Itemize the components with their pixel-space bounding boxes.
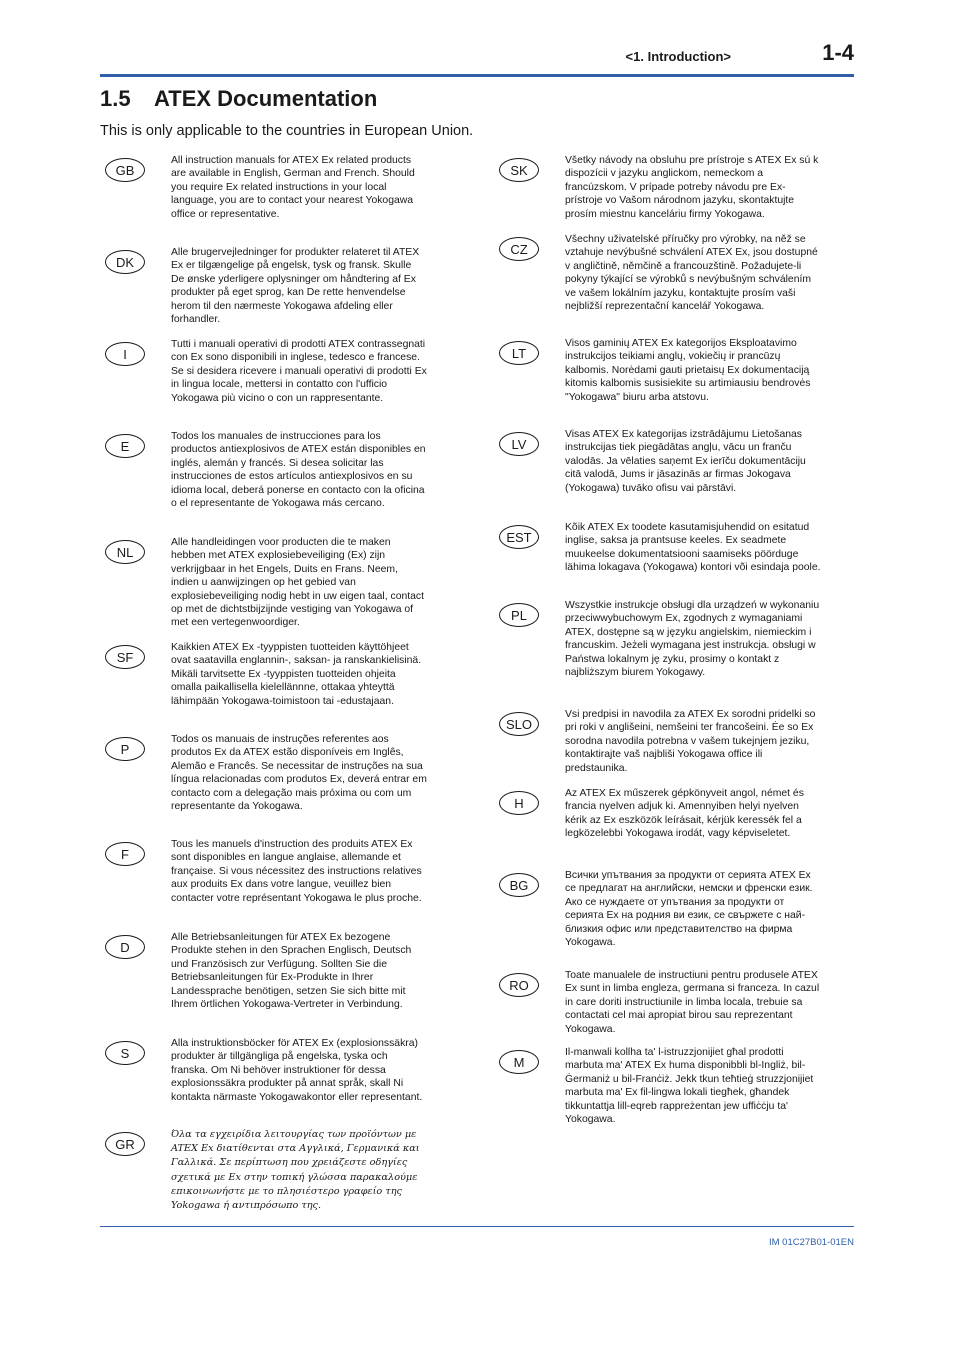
entry-text: Kõik ATEX Ex toodete kasutamisjuhendid on esitatud inglise, saksa ja prantsuse keeles. Ex seadmete muukeelse dokumentatsiooni saamiseks pöörduge lähima lokagava (Yokogawa) kontori või esindaja poole. <box>565 522 821 574</box>
language-badge: F <box>105 842 145 866</box>
section-title-text: ATEX Documentation <box>154 86 378 111</box>
footer-rule <box>100 1226 854 1227</box>
entry-text: Kaikkien ATEX Ex -tyyppisten tuotteiden käyttöhjeet ovat saatavilla englannin-, saksan- ja ranskankielisinä. Mikäli tarvitsette Ex -tyyppisten tuotteiden ohjeita omalla paikallisella kielellännne, ottakaa yhteyttä lähimpään Yokogawa-toimistoon tai -edustajaan. <box>171 642 422 707</box>
entry-text: Всички упътвания за продукти от серията ATEX Ex се предлагат на английски, немски и френски език. Ако се нуждаете от упътвания за продукти от серията Ex на родния ви език, се свържете с най-близкия офис или представителство на фирма Yokogawa. <box>565 870 813 949</box>
entry-text: Visas ATEX Ex kategorijas izstrādājumu Lietošanas instrukcijas tiek piegādātas angļu, vācu un franču valodās. Ja vēlaties saņemt Ex ierīču dokumentāciju citā valodā, Jums ir jāsazinās ar firmas Jokogava (Yokogawa) tuvāko ofisu vai pārstāvi. <box>565 429 806 494</box>
language-badge: P <box>105 737 145 761</box>
entry-text: Όλα τα εγχειρίδια λειτουργίας των προϊόντων με ATEX Ex διατίθενται στα Αγγλικά, Γερμανικά και Γαλλικά. Σε περίπτωση που χρειάζεστε οδηγίες σχετικά με Ex στην τοπική γλώσσα παρακαλούμε επικοινωνήστε με το πλησιέστερο γραφείο της Yokogawa ή αντιπρόσωπο της. <box>171 1129 420 1212</box>
section-title <box>100 86 377 112</box>
document-code: IM 01C27B01-01EN <box>768 1237 854 1248</box>
language-badge: PL <box>499 603 539 627</box>
entry-text: Wszystkie instrukcje obsługi dla urządzeń w wykonaniu przeciwwybuchowym Ex, zgodnych z wymaganiami ATEX, dostępne są w języku angielskim, niemieckim i francuskim. Jeżeli wymagana jest instrukcja. obsługi w Państwa lokalnym ję zyku, prosimy o kontakt z najbliższym biurem Yokogawy. <box>565 600 820 679</box>
entry-text: Všechny uživatelské příručky pro výrobky, na něž se vztahuje nevýbušné schválení ATEX Ex, jsou dostupné v angličtině, němčině a francouzštině. Požadujete-li pokyny týkající se výrobků s nevýbušným schválením ve vašem lokálním jazyku, kontaktujte prosím vaši nejbližší reprezentační kancelář Yokogawa. <box>565 234 818 313</box>
language-badge: RO <box>499 973 539 997</box>
entry-text: Alle brugervejledninger for produkter relateret til ATEX Ex er tilgængelige på engelsk, tysk og fransk. Skulle De ønske yderligere oplysninger om håndtering af Ex produkter på eget sprog, kan De rette henvendelse herom til den nærmeste Yokogawa afdeling eller forhandler. <box>171 247 420 326</box>
language-badge: D <box>105 935 145 959</box>
language-badge: LT <box>499 341 539 365</box>
language-badge: NL <box>105 540 145 564</box>
header-rule <box>100 74 854 77</box>
language-badge: CZ <box>499 237 539 261</box>
entry-text: Todos os manuais de instruções referentes aos produtos Ex da ATEX estão disponíveis em Inglês, Alemão e Francês. Se necessitar de instruções na sua língua relacionadas com produtos Ex, deverá entrar em contacto com a delegação mais próxima ou com um representante da Yokogawa. <box>171 734 427 813</box>
language-badge: BG <box>499 873 539 897</box>
language-badge: LV <box>499 432 539 456</box>
entry-text: Az ATEX Ex műszerek gépkönyveit angol, német és francia nyelven adjuk ki. Amennyiben helyi nyelven kérik az Ex eszközök leírásait, kérjük keressék fel a legközelebbi Yokogawa irodát, vagy képviseletet. <box>565 788 804 840</box>
header-chapter: <1. Introduction> <box>625 49 731 64</box>
page-number: 1-4 <box>822 40 854 65</box>
entry-text: All instruction manuals for ATEX Ex related products are available in English, German and French. Should you require Ex related instructions in your local language, you are to contact your nearest Yokogawa office or representative. <box>171 155 415 220</box>
language-badge: E <box>105 434 145 458</box>
entry-text: Todos los manuales de instrucciones para los productos antiexplosivos de ATEX están disponibles en inglés, alemán y francés. Si desea solicitar las instrucciones de estos artículos antiexplosivos en su idioma local, deberá ponerse en contacto con la oficina o el representante de Yokogawa más cercano. <box>171 431 426 510</box>
language-badge: SLO <box>499 712 539 736</box>
language-badge: SK <box>499 158 539 182</box>
entry-text: Tutti i manuali operativi di prodotti ATEX contrassegnati con Ex sono disponibili in inglese, tedesco e francese. Se si desidera ricevere i manuali operativi di prodotti Ex in lingua locale, mettersi in contatto con l'ufficio Yokogawa più vicino o con un rappresentante. <box>171 339 427 404</box>
entry-text: Všetky návody na obsluhu pre prístroje s ATEX Ex sú k dispozícii v jazyku anglickom, nemeckom a francúzskom. V prípade potreby návodu pre Ex-prístroje vo Vašom národnom jazyku, skontaktujte prosím miestnu kanceláriu firmy Yokogawa. <box>565 155 819 220</box>
language-badge: GR <box>105 1132 145 1156</box>
entry-text: Alle Betriebsanleitungen für ATEX Ex bezogene Produkte stehen in den Sprachen Englisch, Deutsch und Französisch zur Verfügung. Sollten Sie die Betriebsanleitungen für Ex-Produkte in Ihrer Landessprache benötigen, setzen Sie sich bitte mit Ihrem örtlichen Yokogawa-Vertreter in Verbindung. <box>171 932 412 1011</box>
language-badge: EST <box>499 525 539 549</box>
language-badge: M <box>499 1050 539 1074</box>
entry-text: Alla instruktionsböcker för ATEX Ex (explosionssäkra) produkter är tillgängliga på engelska, tyska och franska. Om Ni behöver instruktioner för dessa explosionssäkra produkter på annat språk, skall Ni kontakta närmaste Yokogawakontor eller representant. <box>171 1038 423 1103</box>
language-badge: SF <box>105 645 145 669</box>
language-badge: S <box>105 1041 145 1065</box>
language-badge: DK <box>105 250 145 274</box>
entry-text: Tous les manuels d'instruction des produits ATEX Ex sont disponibles en langue anglaise, allemande et française. Si vous nécessitez des instructions relatives aux produits Ex dans votre langue, veuillez bien contacter votre représentant Yokogawa le plus proche. <box>171 839 422 904</box>
entry-text: Visos gaminių ATEX Ex kategorijos Eksploatavimo instrukcijos teikiami anglų, vokiečių ir prancūzų kalbomis. Norėdami gauti prietaisų Ex dokumentaciją kitomis kalbomis susisiekite su artimiausiu bendrovės "Yokogawa" biuru arba atstovu. <box>565 338 811 403</box>
entry-text: Il-manwali kollha ta' l-istruzzjonijiet għal prodotti marbuta ma' ATEX Ex huma disponibbli bl-Ingliż, bil-Ġermaniż u bil-Franċiż. Jekk tkun teħtieġ struzzjonijiet marbuta ma' Ex fil-lingwa lokali tiegħek, għandek tikkuntattja lill-eqreb rappreżentan jew uffiċċju ta' Yokogawa. <box>565 1047 814 1126</box>
entry-text: Alle handleidingen voor producten die te maken hebben met ATEX explosiebeveiliging (Ex) zijn verkrijgbaar in het Engels, Duits en Frans. Neem, indien u aanwijzingen op het gebied van explosiebeveiliging nodig hebt in uw eigen taal, contact op met de dichtstbijzijnde vestiging van Yokogawa of met een vertegenwoordiger. <box>171 537 425 629</box>
entry-text: Toate manualele de instructiuni pentru produsele ATEX Ex sunt in limba engleza, germana si franceza. In cazul in care doriti instructiunile in limba locala, trebuie sa contactati cel mai apropiat birou sau reprezentant Yokogawa. <box>565 970 820 1035</box>
language-badge: H <box>499 791 539 815</box>
language-badge: GB <box>105 158 145 182</box>
entry-text: Vsi predpisi in navodila za ATEX Ex sorodni pridelki so pri roki v anglišeini, nemšeini ter francošeini. Ėe so Ex sorodna navodila potrebna v vašem tukejnjem jeziku, kontaktirajte vaš najbliši Yokogawa office ili predstaunika. <box>565 709 816 774</box>
language-badge: I <box>105 342 145 366</box>
section-number: 1.5 <box>100 86 131 111</box>
intro-text: This is only applicable to the countries in European Union. <box>100 123 474 139</box>
